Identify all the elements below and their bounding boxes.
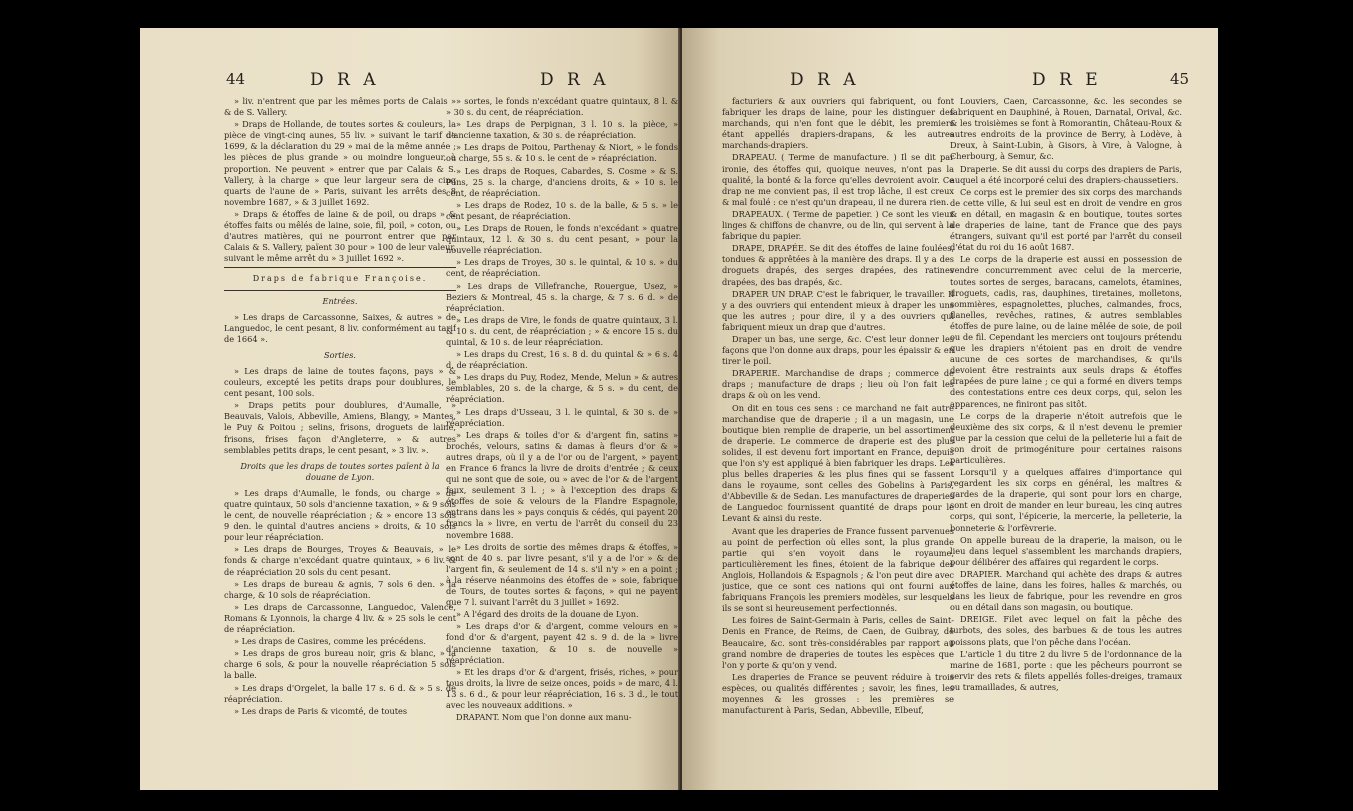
- paragraph: » sortes, le fonds n'excédant quatre quintaux, 8 l. & » 30 s. du cent, de réapréciation.: [446, 96, 678, 118]
- paragraph: » Et les draps d'or & d'argent, frisés, riches, » pour tous droits, la livre de seize onces, poids » de marc, 4 l. 13 s. 6 d., & pour leur réapréciation, 16 s. 3 d., le tout avec les nouveaux additions. »: [446, 666, 678, 710]
- paragraph: DRAPERIE. Marchandise de draps ; commerce de draps ; manufacture de draps ; lieu où l'on fait les draps & où on les vend.: [722, 368, 954, 401]
- paragraph: DRAPEAUX. ( Terme de papetier. ) Ce sont les vieux linges & chiffons de chanvre, ou de lin, qui servent à la fabrique du papier.: [722, 208, 954, 242]
- section-heading: Draps de fabrique Françoise.: [252, 274, 428, 284]
- paragraph: » Draps de Hollande, de toutes sortes & couleurs, la pièce de vingt-cinq aunes, 55 liv. » suivant le tarif de 1699, & la déclaration du 29 » mai de la même année ; les pièces de plus grande » ou moindre longueur, à proportion. Ne peuvent » entrer que par Calais & S. Vallery, à la charge » que leur largeur sera de cinq quarts de l'aune de » Paris, suivant les arrêts des 8 novembre 1687, » & 3 juillet 1692.: [224, 119, 456, 207]
- right-column-1: [722, 96, 954, 786]
- paragraph: facturiers & aux ouvriers qui fabriquent, ou font fabriquer les draps de laine, pour les distinguer des marchands, qui n'en font que le débit, les premiers étant appellés drapiers-drapans, & les autres marchands-drapiers.: [722, 96, 954, 151]
- paragraph: Louviers, Caen, Carcassonne, &c. les secondes se fabriquent en Dauphiné, à Rouen, Darnatal, Orival, &c. & les troisièmes se font à Romorantin, Château-Roux & autres endroits de la province de Berry, à Lodève, à Dreux, à Saint-Lubin, à Gisors, à Vire, à Valogne, à Cherbourg, à Semur, &c.: [950, 96, 1182, 162]
- paragraph: » Les draps d'or & d'argent, comme velours en » fond d'or & d'argent, payent 42 s. 9 d. de la » livre d'ancienne taxation, & 10 s. de nouvelle » réapréciation.: [446, 621, 678, 665]
- right-running-head: [682, 70, 1218, 92]
- right-header-center: D R E: [1032, 70, 1102, 90]
- paragraph: » Les draps & toiles d'or & d'argent fin, satins » brochés, velours, satins & damas à fleurs d'or & » autres draps, où il y a de l'or ou de l'argent, » payent en France 6 francs la livre de droits d'entrée ; & ceux qui ne sont que de soie, ou » avec de l'or & de l'argent faux, seulement 3 l. ; » à l'exception des draps & étoffes de soie & velours de la Flandre Espagnole, entrans dans les » pays conquis & cédés, qui payent 20 francs la » livre, en vertu de l'arrêt du conseil du 23 novembre 1688.: [446, 429, 678, 540]
- paragraph: DRAPANT. Nom que l'on donne aux manu-: [456, 712, 632, 723]
- subheading: Entrées.: [322, 295, 358, 306]
- paragraph: » Les draps de Carcassonne, Saixes, & autres » de Languedoc, le cent pesant, 8 liv. conformément au tarif de 1664 ».: [224, 311, 456, 344]
- right-header-left: D R A: [790, 70, 860, 90]
- paragraph: Lorsqu'il y a quelques affaires d'importance qui regardent les six corps en général, les maîtres & gardes de la draperie, qui sont pour lors en charge, sont en droit de mander en leur bureau, les cinq autres corps, qui sont, l'épicerie, la mercerie, la pelleterie, la bonneterie & l'orfèvrerie.: [950, 467, 1182, 533]
- paragraph: » Les draps de bureau & agnis, 7 sols 6 den. » la charge, & 10 sols de réapréciation.: [224, 578, 456, 600]
- left-column-1: [224, 96, 456, 786]
- paragraph: Le corps de la draperie est aussi en possession de vendre concurremment avec celui de la mercerie, toutes sortes de serges, baracans, camelots, étamines, droguets, cadis, ras, dauphines, tiretaines, molletons, sommières, espagnolettes, pluches, calmandes, frocs, flanelles, revêches, ratines, & autres semblables étoffes de pure laine, ou de laine mêlée de soie, de poil ou de fil. Cependant les merciers ont toujours prétendu que les drapiers n'étoient pas en droit de vendre aucune de ces sortes de marchandises, & qu'ils devoient être restraints aux seuls draps & étoffes drapées de pure laine ; ce qui a formé en divers temps des contestations entre ces deux corps, qui, selon les apparences, ne finiront pas sitôt.: [950, 254, 1182, 409]
- paragraph: » Les draps de laine de toutes façons, pays » & couleurs, excepté les petits draps pour doublures, le cent pesant, 100 sols.: [224, 365, 456, 399]
- paragraph: » Draps petits pour doublures, d'Aumalle, » Beauvais, Valois, Abbeville, Amiens, Blangy, » Mantes, le Puy & Poitou ; selins, frisons, droguets de laine, frisons, frises façon d'Angleterre, » & autres semblables petits draps, le cent pesant, » 3 liv. ».: [224, 400, 456, 455]
- left-header-right: D R A: [540, 70, 610, 90]
- paragraph: » Les droits de sortie des mêmes draps & étoffes, » sont de 40 s. par livre pesant, s'il y a de l'or » & de l'argent fin, & seulement de 14 s. s'il n'y » en a point ; à la réserve néanmoins des étoffes de » soie, fabrique de Tours, de toutes sortes & façons, » qui ne payent que 7 l. suivant l'arrêt du 3 juillet » 1692.: [446, 541, 678, 608]
- paragraph: Draperie. Se dit aussi du corps des drapiers de Paris, auquel a été incorporé celui des drapiers-chaussetiers.: [950, 163, 1182, 185]
- paragraph: » Les draps de Troyes, 30 s. le quintal, & 10 s. » du cent, de réapréciation.: [446, 257, 678, 279]
- paragraph: » Les draps de Villefranche, Rouergue, Usez, » Beziers & Montreal, 45 s. la charge, & 7 s. 6 d. » de réapréciation.: [446, 280, 678, 313]
- paragraph: » Les draps de Paris & vicomté, de toutes: [234, 705, 408, 716]
- paragraph: » Les draps de Rodez, 10 s. de la balle, & 5 s. » le cent pesant, de réapréciation.: [446, 199, 678, 221]
- paragraph: » Les draps de Carcassonne, Languedoc, Valence, Romans & Lyonnois, la charge 4 liv. & » 25 sols le cent de réapréciation.: [224, 601, 456, 635]
- divider: [224, 267, 456, 268]
- paragraph: » A l'égard des droits de la douane de Lyon.: [456, 609, 639, 620]
- paragraph: Draper un bas, une serge, &c. C'est leur donner les façons que l'on donne aux draps, pour les épaissir & en tirer le poil.: [722, 333, 954, 367]
- paragraph: » Les draps de Poitou, Parthenay & Niort, » le fonds ou charge, 55 s. & 10 s. le cent de » réapréciation.: [446, 142, 678, 164]
- paragraph: » Les draps de Roques, Cabardes, S. Cosme » & S. Pons, 25 s. la charge, d'anciens droits, & » 10 s. le cent, de réapréciation.: [446, 165, 678, 198]
- paragraph: » Les draps du Crest, 16 s. 8 d. du quintal & » 6 s. 4 d. de réapréciation.: [446, 349, 678, 371]
- right-page-number: 45: [1170, 70, 1190, 88]
- divider: [224, 290, 456, 291]
- subheading: Sorties.: [323, 349, 356, 360]
- paragraph: DRAPER UN DRAP. C'est le fabriquer, le travailler. Il y a des ouvriers qui entendent mieux à draper les uns que les autres ; pour dire, il y a des ouvriers qui fabriquent mieux un drap que d'autres.: [722, 288, 954, 332]
- paragraph: On dit en tous ces sens : ce marchand ne fait autre marchandise que de draperie ; il a un magasin, une boutique bien remplie de draperie, un bel assortiment de draperie. Le commerce de draperie est des plus solides, il est devenu fort important en France, depuis que l'on s'y est appliqué à bien fabriquer les draps. Les plus belles draperies & les plus fines qui se fassent dans le royaume, sont celles des Gobelins à Paris, d'Abbeville & de Sedan. Les manufactures de draperies de Languedoc fournissent quantité de draps pour le Levant & ainsi du reste.: [722, 402, 954, 524]
- paragraph: DRAPIER. Marchand qui achète des draps & autres étoffes de laine, dans les foires, halles & marchés, ou dans les lieux de fabrique, pour les revendre en gros ou en détail dans son magasin, ou boutique.: [950, 568, 1182, 613]
- paragraph: Avant que les draperies de France fussent parvenues au point de perfection où elles sont, la plus grande partie qui s'en voyoit dans le royaume, particulièrement les fines, étoient de la fabrique des Anglois, Hollandois & Espagnols ; & l'on peut dire avec justice, que ce sont ces nations qui ont fourni aux fabriquans François les premiers modèles, sur lesquels ils se sont si heureusement perfectionnés.: [722, 525, 954, 614]
- paragraph: Ce corps est le premier des six corps des marchands de cette ville, & lui seul est en droit de vendre en gros & en détail, en magasin & en boutique, toutes sortes de draperies de laine, tant de France que des pays étrangers, suivant qu'il est porté par l'arrêt du conseil d'état du roi du 16 août 1687.: [950, 186, 1182, 253]
- paragraph: » Les Draps de Rouen, le fonds n'excédant » quatre quintaux, 12 l. & 30 s. du cent pesant, » pour la nouvelle réapréciation.: [446, 223, 678, 256]
- paragraph: » Les draps de Bourges, Troyes & Beauvais, » le fonds & charge n'excédant quatre quintaux, » 6 liv. & de réapréciation 20 sols du cent pesant.: [224, 544, 456, 577]
- paragraph: » Les draps de gros bureau noir, gris & blanc, » la charge 6 sols, & pour la nouvelle réapréciation 5 sols la balle.: [224, 648, 456, 681]
- paragraph: » Les draps de Casires, comme les précédens.: [234, 636, 426, 647]
- paragraph: » Les draps d'Usseau, 3 l. le quintal, & 30 s. de » réapréciation.: [446, 406, 678, 428]
- paragraph: On appelle bureau de la draperie, la maison, ou le lieu dans lequel s'assemblent les marchands drapiers, pour délibérer des affaires qui regardent le corps.: [950, 534, 1182, 567]
- paragraph: » liv. n'entrent que par les mêmes ports de Calais » & de S. Vallery.: [224, 96, 456, 118]
- left-column-2: [446, 96, 678, 786]
- paragraph: » Les draps de Vire, le fonds de quatre quintaux, 3 l. & 10 s. du cent, de réapréciation ; » & encore 15 s. du quintal, & 10 s. de leur réapréciation.: [446, 314, 678, 347]
- paragraph: » Les draps du Puy, Rodez, Mende, Melun » & autres semblables, 20 s. de la charge, & 5 s. » du cent, de réapréciation.: [446, 372, 678, 405]
- paragraph: » Les draps d'Orgelet, la balle 17 s. 6 d. & » 5 s. de réapréciation.: [224, 682, 456, 704]
- paragraph: DREIGE. Filet avec lequel on fait la pêche des turbots, des soles, des barbues & de tous les autres poissons plats, que l'on pêche dans l'océan.: [950, 614, 1182, 647]
- paragraph: Le corps de la draperie n'étoit autrefois que le deuxième des six corps, & il n'est devenu le premier que par la cession que celui de la pelleterie lui a fait de son droit de primogéniture pour certaines raisons particulières.: [950, 410, 1182, 465]
- paragraph: » Draps & étoffes de laine & de poil, ou draps » & étoffes faits ou mêlés de laine, soie, fil, poil, » coton, ou d'autres matières, qui ne pourront entrer que par Calais & S. Vallery, païent 30 pour » 100 de leur valeur, suivant le même arrêt du » 3 juillet 1692 ».: [224, 208, 456, 264]
- paragraph: » Les draps de Perpignan, 3 l. 10 s. la pièce, » d'ancienne taxation, & 30 s. de réapréciation.: [446, 119, 678, 141]
- right-column-2: [950, 96, 1182, 786]
- paragraph: Les foires de Saint-Germain à Paris, celles de Saint-Denis en France, de Reims, de Caen, de Guibray, de Beaucaire, &c. sont très-considérables par rapport au grand nombre de draperies de toutes les espèces que l'on y porte & qu'on y vend.: [722, 615, 954, 670]
- paragraph: DRAPEAU. ( Terme de manufacture. ) Il se dit par ironie, des étoffes qui, quoique neuves, n'ont pas la qualité, la bonté & la force qu'elles devroient avoir. Ce drap ne me convient pas, il est trop lâche, il est creux & mal foulé : ce n'est qu'un drapeau, il ne durera rien.: [722, 152, 954, 207]
- left-page-number: 44: [226, 70, 246, 88]
- paragraph: L'article 1 du titre 2 du livre 5 de l'ordonnance de la marine de 1681, porte : que les pêcheurs pourront se servir des rets & filets appellés folles-dreiges, tramaux ou tramaillades, & autres,: [950, 648, 1182, 692]
- left-page: [140, 28, 680, 790]
- paragraph: Les draperies de France se peuvent réduire à trois espèces, ou qualités différentes ; savoir, les fines, les moyennes & les grosses : les premières se manufacturent à Paris, Sedan, Abbeville, Elbeuf,: [722, 671, 954, 716]
- left-running-head: [140, 70, 680, 92]
- left-header-center: D R A: [310, 70, 380, 90]
- paragraph: DRAPE, DRAPÉE. Se dit des étoffes de laine foulées, tondues & apprêtées à la manière des draps. Il y a des droguets drapés, des serges drapées, des ratines drapées, des bas drapés, &c.: [722, 243, 954, 287]
- right-page: [682, 28, 1218, 790]
- subheading: Droits que les draps de toutes sortes païent à la douane de Lyon.: [240, 460, 440, 482]
- paragraph: » Les draps d'Aumalle, le fonds, ou charge » de quatre quintaux, 50 sols d'ancienne taxation, » & 9 sols le cent, de nouvelle réapréciation ; & » encore 13 sols 9 den. le quintal d'autres anciens » droits, & 10 sols pour leur réapréciation.: [224, 487, 456, 543]
